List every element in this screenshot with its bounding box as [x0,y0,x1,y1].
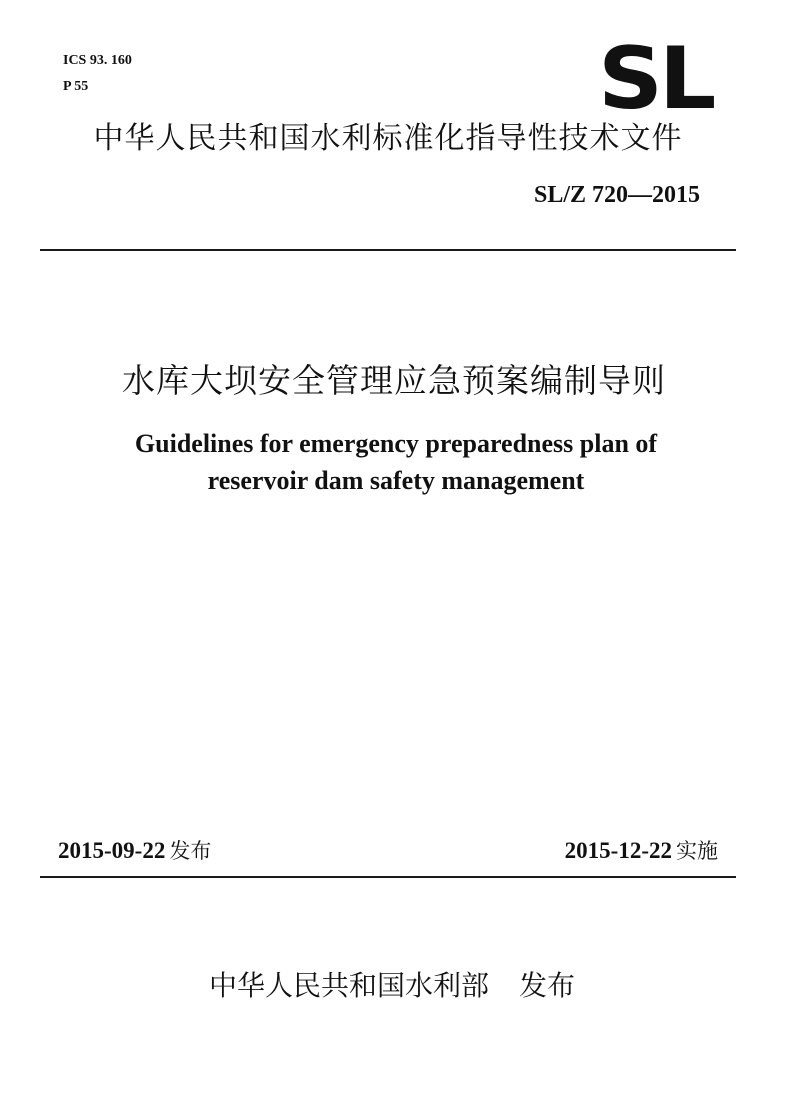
issue-date: 2015-09-22 [58,838,166,863]
publisher [0,968,792,1004]
implementation-label: 实施 [676,839,718,863]
standard-number: SL/Z 720—2015 [533,182,700,208]
implementation-date: 2015-12-22 [564,838,672,863]
title-english-line1: Guidelines for emergency preparedness plan of [134,429,658,458]
issue-date-block [58,836,211,866]
bottom-divider [40,876,736,878]
ics-code: ICS 93. 160 [63,53,132,68]
title-chinese-text: 水库大坝安全管理应急预案编制导则 [122,361,666,400]
publisher-action: 发布 [519,969,576,1002]
title-chinese [0,360,792,402]
sl-logo: SL [598,29,713,129]
publisher-name: 中华人民共和国水利部 [208,969,489,1002]
top-divider [40,249,736,251]
issue-label: 发布 [169,839,212,863]
implementation-date-block [565,836,718,866]
title-english-line2: reservoir dam safety management [207,466,585,495]
series-title-text: 中华人民共和国水利标准化指导性技术文件 [93,121,683,156]
classification-code: P 55 [63,79,89,94]
series-title [0,120,792,158]
